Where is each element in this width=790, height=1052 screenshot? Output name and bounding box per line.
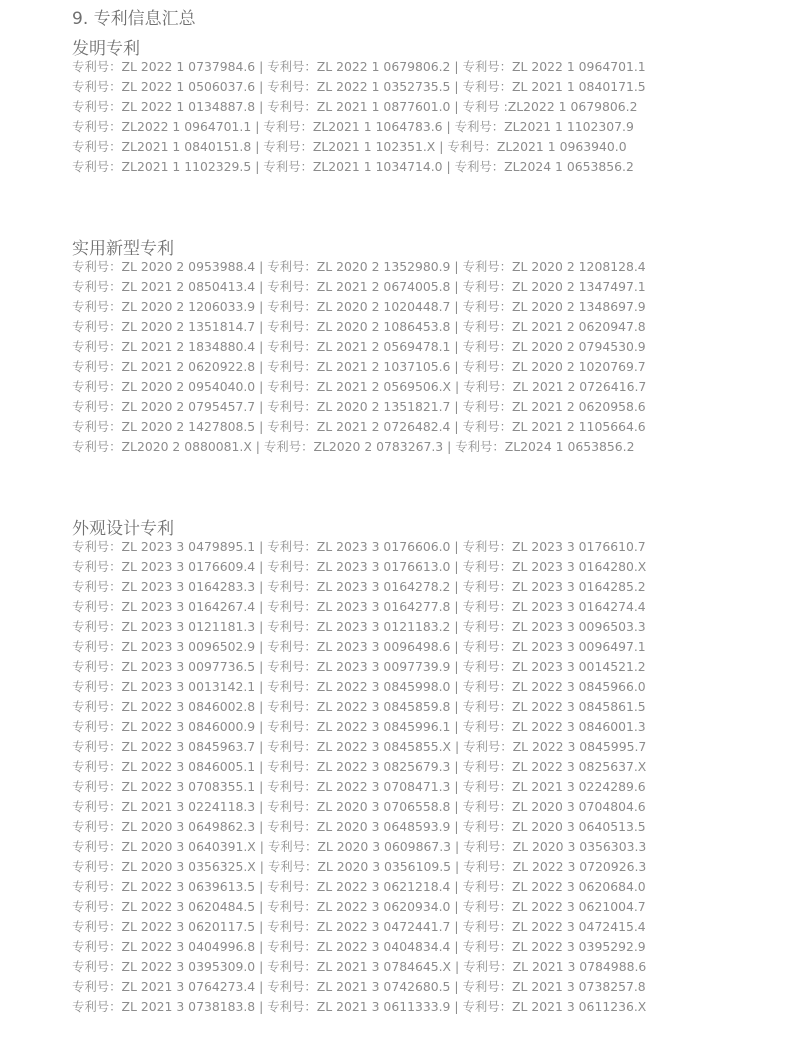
patent-row: 专利号：ZL 2023 3 0164267.4 | 专利号：ZL 2023 3 0164277.8 | 专利号：ZL 2023 3 0164274.4 (72, 599, 646, 614)
patent-row: 专利号：ZL 2022 1 0737984.6 | 专利号：ZL 2022 1 0679806.2 | 专利号：ZL 2022 1 0964701.1 (72, 59, 646, 74)
patent-row: 专利号：ZL 2021 2 0850413.4 | 专利号：ZL 2021 2 0674005.8 | 专利号：ZL 2020 2 1347497.1 (72, 279, 646, 294)
patent-list-design (72, 537, 772, 1017)
patent-row: 专利号：ZL 2020 3 0649862.3 | 专利号：ZL 2020 3 0648593.9 | 专利号：ZL 2020 3 0640513.5 (72, 819, 646, 834)
patent-row: 专利号：ZL 2022 3 0404996.8 | 专利号：ZL 2022 3 0404834.4 | 专利号：ZL 2022 3 0395292.9 (72, 939, 646, 954)
patent-row: 专利号：ZL 2023 3 0479895.1 | 专利号：ZL 2023 3 0176606.0 | 专利号：ZL 2023 3 0176610.7 (72, 539, 646, 554)
patent-row: 专利号：ZL 2021 3 0224118.3 | 专利号：ZL 2020 3 0706558.8 | 专利号：ZL 2020 3 0704804.6 (72, 799, 646, 814)
patent-row: 专利号：ZL 2021 3 0764273.4 | 专利号：ZL 2021 3 0742680.5 | 专利号：ZL 2021 3 0738257.8 (72, 979, 646, 994)
patent-row: 专利号：ZL 2023 3 0096502.9 | 专利号：ZL 2023 3 0096498.6 | 专利号：ZL 2023 3 0096497.1 (72, 639, 646, 654)
patent-row: 专利号：ZL 2022 1 0134887.8 | 专利号：ZL 2021 1 0877601.0 | 专利号 :ZL2022 1 0679806.2 (72, 99, 638, 114)
patent-row: 专利号：ZL 2020 2 1427808.5 | 专利号：ZL 2021 2 0726482.4 | 专利号：ZL 2021 2 1105664.6 (72, 419, 646, 434)
patent-row: 专利号：ZL 2022 3 0708355.1 | 专利号：ZL 2022 3 0708471.3 | 专利号：ZL 2021 3 0224289.6 (72, 779, 646, 794)
patent-row: 专利号：ZL 2020 3 0356325.X | 专利号：ZL 2020 3 0356109.5 | 专利号：ZL 2022 3 0720926.3 (72, 859, 647, 874)
patent-row: 专利号：ZL 2022 3 0846000.9 | 专利号：ZL 2022 3 0845996.1 | 专利号：ZL 2022 3 0846001.3 (72, 719, 646, 734)
patent-row: 专利号：ZL2021 1 0840151.8 | 专利号：ZL2021 1 102351.X | 专利号：ZL2021 1 0963940.0 (72, 139, 627, 154)
patent-row: 专利号：ZL 2022 3 0639613.5 | 专利号：ZL 2022 3 0621218.4 | 专利号：ZL 2022 3 0620684.0 (72, 879, 646, 894)
section-title-utility-model: 实用新型专利 (72, 239, 174, 259)
patent-row: 专利号：ZL 2023 3 0097736.5 | 专利号：ZL 2023 3 0097739.9 | 专利号：ZL 2023 3 0014521.2 (72, 659, 646, 674)
patent-row: 专利号：ZL 2020 2 0954040.0 | 专利号：ZL 2021 2 0569506.X | 专利号：ZL 2021 2 0726416.7 (72, 379, 647, 394)
patent-row: 专利号：ZL 2022 1 0506037.6 | 专利号：ZL 2022 1 0352735.5 | 专利号：ZL 2021 1 0840171.5 (72, 79, 646, 94)
page-title: 9. 专利信息汇总 (72, 9, 196, 29)
patent-row: 专利号：ZL 2020 3 0640391.X | 专利号：ZL 2020 3 0609867.3 | 专利号：ZL 2020 3 0356303.3 (72, 839, 647, 854)
patent-row: 专利号：ZL 2022 3 0620117.5 | 专利号：ZL 2022 3 0472441.7 | 专利号：ZL 2022 3 0472415.4 (72, 919, 646, 934)
patent-row: 专利号：ZL2020 2 0880081.X | 专利号：ZL2020 2 0783267.3 | 专利号：ZL2024 1 0653856.2 (72, 439, 635, 454)
patent-row: 专利号：ZL 2022 3 0846002.8 | 专利号：ZL 2022 3 0845859.8 | 专利号：ZL 2022 3 0845861.5 (72, 699, 646, 714)
patent-row: 专利号：ZL 2020 2 1351814.7 | 专利号：ZL 2020 2 1086453.8 | 专利号：ZL 2021 2 0620947.8 (72, 319, 646, 334)
patent-row: 专利号：ZL2022 1 0964701.1 | 专利号：ZL2021 1 1064783.6 | 专利号：ZL2021 1 1102307.9 (72, 119, 634, 134)
patent-row: 专利号：ZL 2021 2 0620922.8 | 专利号：ZL 2021 2 1037105.6 | 专利号：ZL 2020 2 1020769.7 (72, 359, 646, 374)
patent-row: 专利号：ZL 2023 3 0176609.4 | 专利号：ZL 2023 3 0176613.0 | 专利号：ZL 2023 3 0164280.X (72, 559, 647, 574)
patent-row: 专利号：ZL 2020 2 0795457.7 | 专利号：ZL 2020 2 1351821.7 | 专利号：ZL 2021 2 0620958.6 (72, 399, 646, 414)
patent-row: 专利号：ZL 2023 3 0013142.1 | 专利号：ZL 2022 3 0845998.0 | 专利号：ZL 2022 3 0845966.0 (72, 679, 646, 694)
patent-list-utility-model (72, 257, 772, 457)
patent-row: 专利号：ZL2021 1 1102329.5 | 专利号：ZL2021 1 1034714.0 | 专利号：ZL2024 1 0653856.2 (72, 159, 634, 174)
patent-list-invention (72, 57, 772, 177)
patent-row: 专利号：ZL 2021 3 0738183.8 | 专利号：ZL 2021 3 0611333.9 | 专利号：ZL 2021 3 0611236.X (72, 999, 647, 1014)
section-title-invention: 发明专利 (72, 39, 140, 59)
patent-row: 专利号：ZL 2020 2 0953988.4 | 专利号：ZL 2020 2 1352980.9 | 专利号：ZL 2020 2 1208128.4 (72, 259, 646, 274)
patent-row: 专利号：ZL 2023 3 0164283.3 | 专利号：ZL 2023 3 0164278.2 | 专利号：ZL 2023 3 0164285.2 (72, 579, 646, 594)
patent-row: 专利号：ZL 2022 3 0620484.5 | 专利号：ZL 2022 3 0620934.0 | 专利号：ZL 2022 3 0621004.7 (72, 899, 646, 914)
section-title-design: 外观设计专利 (72, 519, 174, 539)
patent-row: 专利号：ZL 2023 3 0121181.3 | 专利号：ZL 2023 3 0121183.2 | 专利号：ZL 2023 3 0096503.3 (72, 619, 646, 634)
patent-row: 专利号：ZL 2022 3 0395309.0 | 专利号：ZL 2021 3 0784645.X | 专利号：ZL 2021 3 0784988.6 (72, 959, 647, 974)
patent-row: 专利号：ZL 2021 2 1834880.4 | 专利号：ZL 2021 2 0569478.1 | 专利号：ZL 2020 2 0794530.9 (72, 339, 646, 354)
patent-row: 专利号：ZL 2022 3 0846005.1 | 专利号：ZL 2022 3 0825679.3 | 专利号：ZL 2022 3 0825637.X (72, 759, 647, 774)
patent-row: 专利号：ZL 2020 2 1206033.9 | 专利号：ZL 2020 2 1020448.7 | 专利号：ZL 2020 2 1348697.9 (72, 299, 646, 314)
patent-row: 专利号：ZL 2022 3 0845963.7 | 专利号：ZL 2022 3 0845855.X | 专利号：ZL 2022 3 0845995.7 (72, 739, 647, 754)
